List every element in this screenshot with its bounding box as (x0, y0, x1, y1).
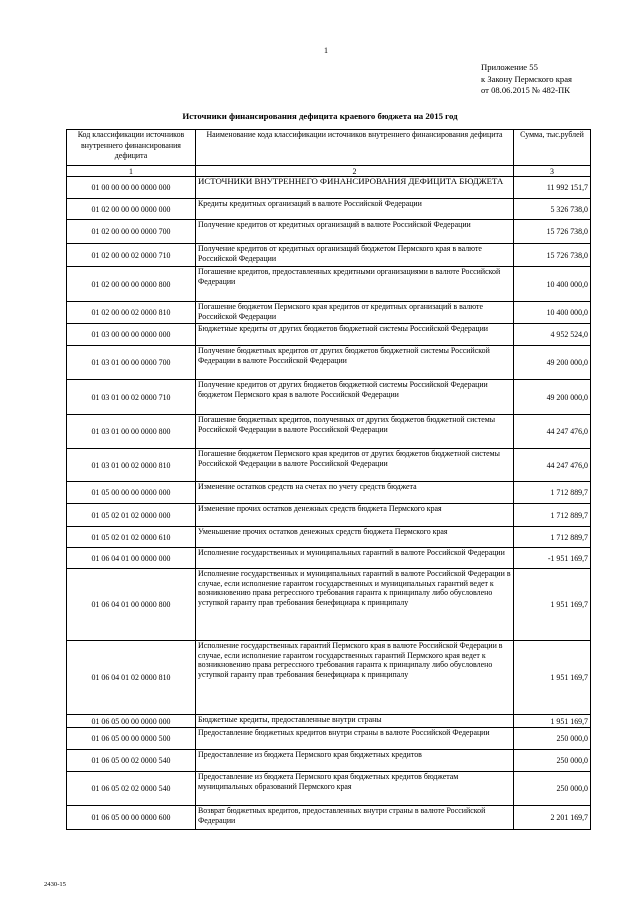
row-sum: 250 000,0 (514, 772, 591, 806)
table-row (67, 302, 591, 324)
col-number-1: 1 (67, 166, 196, 177)
row-name: Исполнение государственных и муниципальных гарантий в валюте Российской Федерации (196, 548, 514, 569)
table-row (67, 220, 591, 244)
row-name: Погашение бюджетом Пермского края кредитов от других бюджетов бюджетной системы Российской Федерации в валюте Российской Федерации (196, 449, 514, 482)
table-row (67, 380, 591, 415)
table-row (67, 641, 591, 715)
row-code: 01 05 02 01 02 0000 000 (67, 504, 196, 527)
row-name: Получение бюджетных кредитов от других бюджетов бюджетной системы Российской Федерации в валюте Российской Федерации (196, 346, 514, 380)
table-row (67, 715, 591, 728)
row-name: Получение кредитов от кредитных организаций бюджетом Пермского края в валюте Российской Федерации (196, 244, 514, 267)
row-sum: 49 200 000,0 (514, 346, 591, 380)
appendix-line-3: от 08.06.2015 № 482-ПК (481, 85, 570, 95)
table-row (67, 728, 591, 750)
table-row (67, 504, 591, 527)
header-sum: Сумма, тыс.рублей (514, 130, 591, 166)
row-sum: 2 201 169,7 (514, 806, 591, 830)
row-sum: 10 400 000,0 (514, 267, 591, 302)
row-sum: 1 951 169,7 (514, 641, 591, 715)
table-row (67, 527, 591, 548)
document-title: Источники финансирования дефицита краевого бюджета на 2015 год (182, 111, 458, 121)
row-name: Погашение кредитов, предоставленных кредитными организациями в валюте Российской Федерации (196, 267, 514, 302)
row-sum: 250 000,0 (514, 728, 591, 750)
row-code: 01 06 05 00 00 0000 000 (67, 715, 196, 728)
row-name: Бюджетные кредиты от других бюджетов бюджетной системы Российской Федерации (196, 324, 514, 346)
row-name: Предоставление бюджетных кредитов внутри страны в валюте Российской Федерации (196, 728, 514, 750)
row-code: 01 03 01 00 02 0000 710 (67, 380, 196, 415)
header-name: Наименование кода классификации источников внутреннего финансирования дефицита (196, 130, 514, 166)
footer-code: 2430-15 (44, 881, 66, 888)
row-sum: 44 247 476,0 (514, 415, 591, 449)
table-row (67, 199, 591, 220)
row-name: Бюджетные кредиты, предоставленные внутри страны (196, 715, 514, 728)
row-code: 01 06 04 01 02 0000 810 (67, 641, 196, 715)
row-sum: 1 712 889,7 (514, 482, 591, 504)
row-code: 01 06 05 00 00 0000 500 (67, 728, 196, 750)
row-code: 01 03 00 00 00 0000 000 (67, 324, 196, 346)
table-row (67, 267, 591, 302)
table-row (67, 177, 591, 199)
row-name: Возврат бюджетных кредитов, предоставленных внутри страны в валюте Российской Федерации (196, 806, 514, 830)
row-name: Изменение прочих остатков денежных средств бюджета Пермского края (196, 504, 514, 527)
row-sum: 44 247 476,0 (514, 449, 591, 482)
row-code: 01 03 01 00 00 0000 700 (67, 346, 196, 380)
row-code: 01 03 01 00 02 0000 810 (67, 449, 196, 482)
appendix-line-1: Приложение 55 (481, 62, 538, 72)
row-code: 01 02 00 00 02 0000 810 (67, 302, 196, 324)
row-code: 01 06 05 00 02 0000 540 (67, 750, 196, 772)
row-sum: 250 000,0 (514, 750, 591, 772)
row-code: 01 05 02 01 02 0000 610 (67, 527, 196, 548)
row-name: Исполнение государственных и муниципальных гарантий в валюте Российской Федерации в случае, если исполнение гарантом государственных и муниципальных гарантий ведет к возникновению права регрессного требования гаранта к принципалу либо обусловлено уступкой гаранту прав требования бенефициара к принципалу (196, 569, 514, 641)
table-row (67, 244, 591, 267)
row-sum: 1 712 889,7 (514, 504, 591, 527)
table-row (67, 324, 591, 346)
appendix-note (481, 62, 572, 97)
row-name: Погашение бюджетных кредитов, полученных от других бюджетов бюджетной системы Российской Федерации в валюте Российской Федерации (196, 415, 514, 449)
table-row (67, 449, 591, 482)
row-sum: 15 726 738,0 (514, 220, 591, 244)
row-name: Предоставление из бюджета Пермского края бюджетных кредитов бюджетам муниципальных образований Пермского края (196, 772, 514, 806)
row-code: 01 02 00 00 02 0000 710 (67, 244, 196, 267)
financing-sources-table (66, 129, 591, 830)
row-name: Исполнение государственных гарантий Пермского края в валюте Российской Федерации в случае, если исполнение гарантом государственных гарантий Пермского края ведет к возникновению права регрессного требования гаранта к принципалу либо обусловлено уступкой гаранту прав требования бенефициара к принципалу (196, 641, 514, 715)
header-code: Код классификации источников внутреннего финансирования дефицита (67, 130, 196, 166)
row-sum: 49 200 000,0 (514, 380, 591, 415)
row-sum: 15 726 738,0 (514, 244, 591, 267)
row-code: 01 06 05 00 00 0000 600 (67, 806, 196, 830)
row-code: 01 05 00 00 00 0000 000 (67, 482, 196, 504)
appendix-line-2: к Закону Пермского края (481, 73, 572, 84)
row-name: Уменьшение прочих остатков денежных средств бюджета Пермского края (196, 527, 514, 548)
row-name: Изменение остатков средств на счетах по учету средств бюджета (196, 482, 514, 504)
row-code: 01 06 04 01 00 0000 800 (67, 569, 196, 641)
row-name: Погашение бюджетом Пермского края кредитов от кредитных организаций в валюте Российской Федерации (196, 302, 514, 324)
col-number-3: 3 (514, 166, 591, 177)
row-sum: 5 326 738,0 (514, 199, 591, 220)
row-code: 01 02 00 00 00 0000 700 (67, 220, 196, 244)
table-row (67, 346, 591, 380)
row-code: 01 06 04 01 00 0000 000 (67, 548, 196, 569)
col-number-2: 2 (196, 166, 514, 177)
row-name: ИСТОЧНИКИ ВНУТРЕННЕГО ФИНАНСИРОВАНИЯ ДЕФИЦИТА БЮДЖЕТА (196, 177, 514, 199)
table-row (67, 806, 591, 830)
row-sum: 11 992 151,7 (514, 177, 591, 199)
row-code: 01 02 00 00 00 0000 800 (67, 267, 196, 302)
row-sum: 1 712 889,7 (514, 527, 591, 548)
row-code: 01 03 01 00 00 0000 800 (67, 415, 196, 449)
row-name: Предоставление из бюджета Пермского края бюджетных кредитов (196, 750, 514, 772)
table-row (67, 772, 591, 806)
row-code: 01 02 00 00 00 0000 000 (67, 199, 196, 220)
row-code: 01 06 05 02 02 0000 540 (67, 772, 196, 806)
row-sum: 4 952 524,0 (514, 324, 591, 346)
row-name: Получение кредитов от других бюджетов бюджетной системы Российской Федерации бюджетом Пермского края в валюте Российской Федерации (196, 380, 514, 415)
row-name: Кредиты кредитных организаций в валюте Российской Федерации (196, 199, 514, 220)
table-row (67, 750, 591, 772)
row-sum: 1 951 169,7 (514, 569, 591, 641)
row-code: 01 00 00 00 00 0000 000 (67, 177, 196, 199)
table-row (67, 482, 591, 504)
table-row (67, 415, 591, 449)
page-number: 1 (324, 46, 328, 55)
row-sum: 1 951 169,7 (514, 715, 591, 728)
table-row (67, 548, 591, 569)
row-sum: 10 400 000,0 (514, 302, 591, 324)
row-sum: -1 951 169,7 (514, 548, 591, 569)
table-row (67, 569, 591, 641)
row-name: Получение кредитов от кредитных организаций в валюте Российской Федерации (196, 220, 514, 244)
